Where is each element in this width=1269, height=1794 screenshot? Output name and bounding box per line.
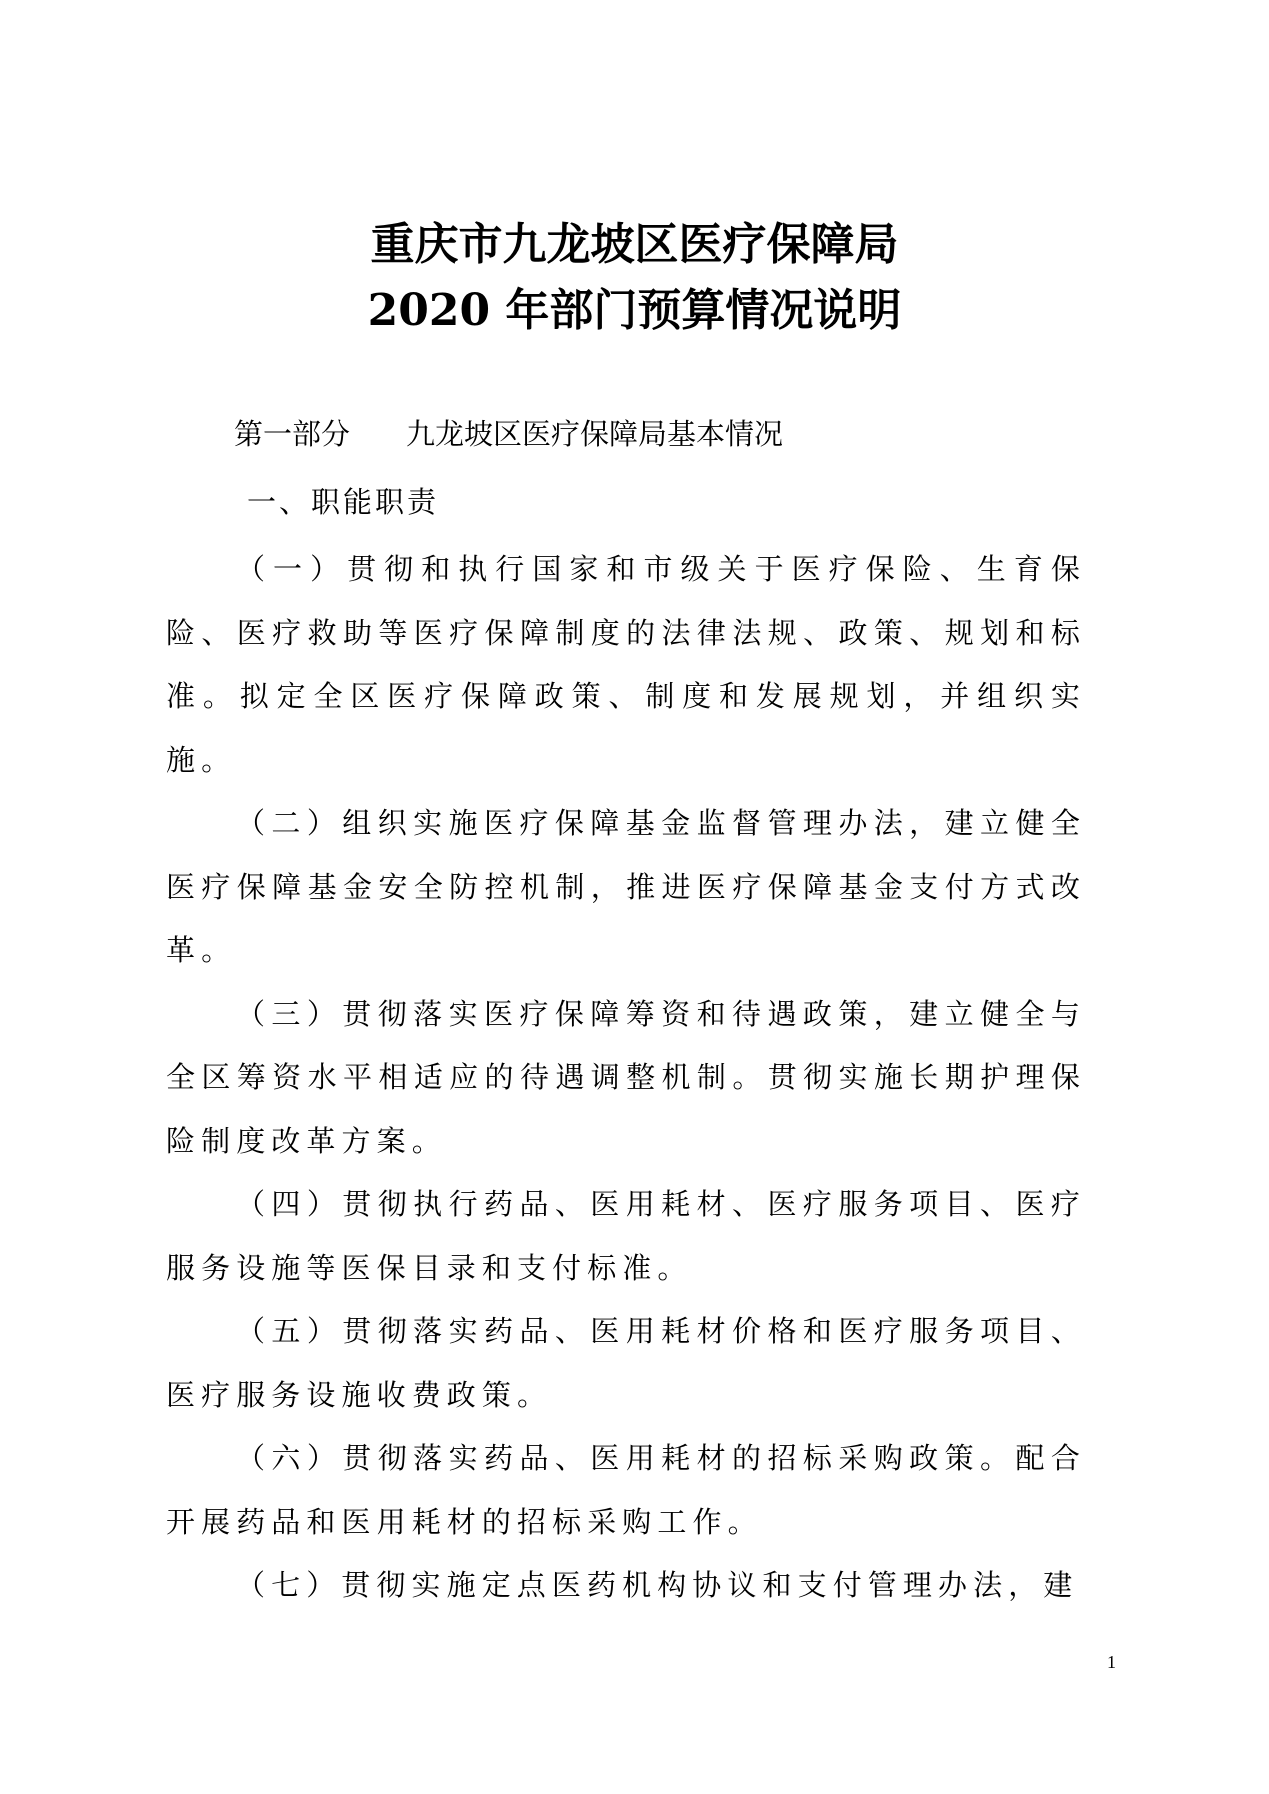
paragraph-4: （四）贯彻执行药品、医用耗材、医疗服务项目、医疗服务设施等医保目录和支付标准。 [166,1187,1086,1285]
paragraph-6: （六）贯彻落实药品、医用耗材的招标采购政策。配合开展药品和医用耗材的招标采购工作。 [166,1441,1086,1539]
paragraph-5: （五）贯彻落实药品、医用耗材价格和医疗服务项目、医疗服务设施收费政策。 [166,1314,1086,1412]
body-text [166,538,1086,1618]
paragraph-2: （二）组织实施医疗保障基金监督管理办法，建立健全医疗保障基金安全防控机制，推进医疗保障基金支付方式改革。 [166,806,1086,967]
page-number: 1 [1107,1652,1116,1672]
paragraph-3: （三）贯彻落实医疗保障筹资和待遇政策，建立健全与全区筹资水平相适应的待遇调整机制。贯彻实施长期护理保险制度改革方案。 [166,996,1086,1158]
paragraph-7: （七）贯彻实施定点医药机构协议和支付管理办法，建 [236,1568,1079,1602]
document-title-line-1: 重庆市九龙坡区医疗保障局 [370,219,899,270]
part-label: 第一部分 [234,417,351,451]
paragraph-1: （一）贯彻和执行国家和市级关于医疗保险、生育保险、医疗救助等医疗保障制度的法律法规、政策、规划和标准。拟定全区医疗保障政策、制度和发展规划，并组织实施。 [166,552,1086,777]
section-heading: 一、职能职责 [247,485,440,519]
part-heading [234,414,783,454]
part-title: 九龙坡区医疗保障局基本情况 [406,417,784,451]
document-title-line-2: 2020 年部门预算情况说明 [367,285,902,336]
